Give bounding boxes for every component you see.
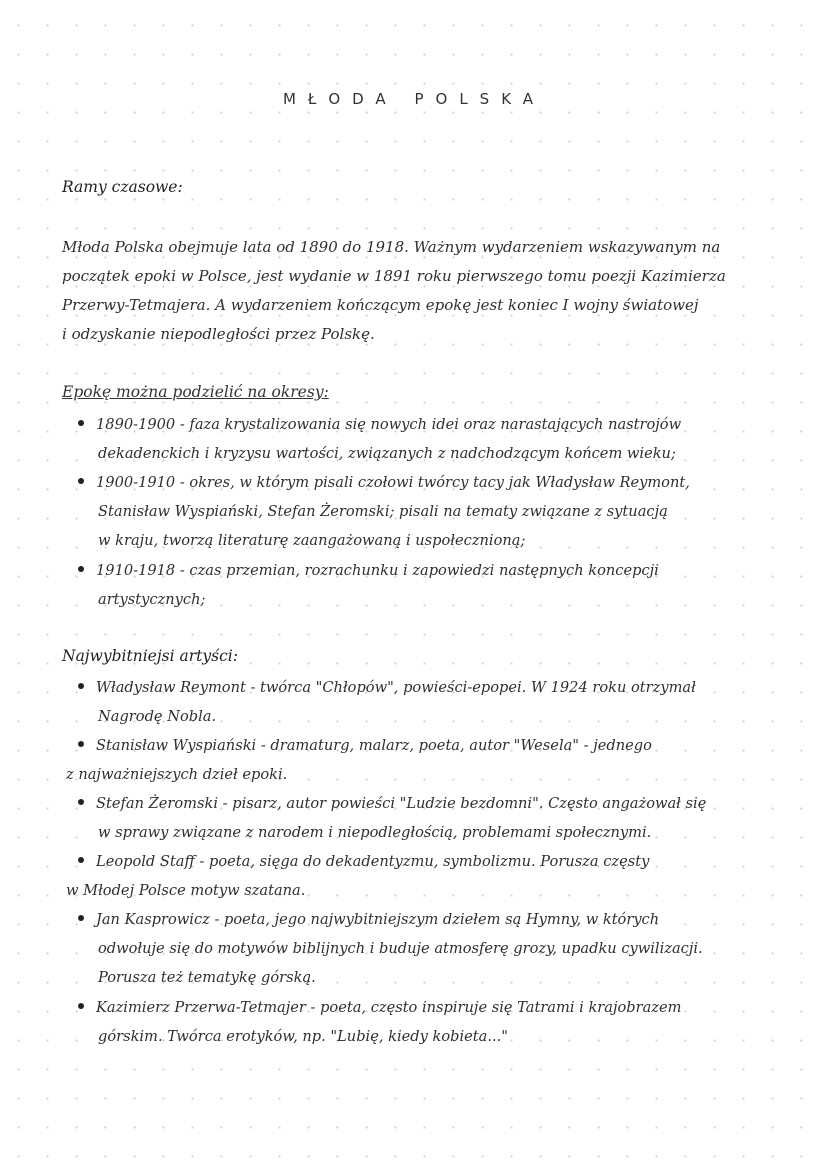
list-item-text: 1900-1910 - okres, w którym pisali czołowi twórcy tacy jak Władysław Reymont, xyxy=(96,474,690,491)
artists-heading: Najwybitniejsi artyści: xyxy=(62,647,238,665)
list-item xyxy=(78,556,659,585)
list-item-continuation: górskim. Twórca erotyków, np. "Lubię, kiedy kobieta..." xyxy=(98,1028,508,1045)
list-item-text: Kazimierz Przerwa-Tetmajer - poeta, często inspiruje się Tatrami i krajobrazem xyxy=(96,999,682,1016)
list-item xyxy=(78,847,649,876)
list-item-text: Władysław Reymont - twórca "Chłopów", powieści-epopei. W 1924 roku otrzymał xyxy=(96,679,696,696)
list-item-continuation: w kraju, tworzą literaturę zaangażowaną i uspołecznioną; xyxy=(98,532,526,549)
bullet-icon xyxy=(78,478,84,484)
periods-heading: Epokę można podzielić na okresy: xyxy=(62,383,329,401)
timeframe-heading: Ramy czasowe: xyxy=(62,178,183,196)
bullet-icon xyxy=(78,741,84,747)
list-item xyxy=(78,468,690,497)
bullet-icon xyxy=(78,420,84,426)
list-item-continuation: w Młodej Polsce motyw szatana. xyxy=(66,882,306,899)
list-item-text: Stefan Żeromski - pisarz, autor powieści "Ludzie bezdomni". Często angażował się xyxy=(96,795,707,812)
list-item xyxy=(78,993,681,1022)
bullet-icon xyxy=(78,799,84,805)
bullet-icon xyxy=(78,566,84,572)
list-item-continuation: Nagrodę Nobla. xyxy=(98,708,217,725)
list-item-text: Stanisław Wyspiański - dramaturg, malarz, poeta, autor "Wesela" - jednego xyxy=(96,737,652,754)
list-item-continuation: z najważniejszych dzieł epoki. xyxy=(66,766,288,783)
bullet-icon xyxy=(78,683,84,689)
list-item-continuation: odwołuje się do motywów biblijnych i buduje atmosferę grozy, upadku cywilizacji. xyxy=(98,940,703,957)
paragraph-line: i odzyskanie niepodległości przez Polskę. xyxy=(62,325,375,343)
list-item xyxy=(78,731,652,760)
list-item xyxy=(78,789,706,818)
list-item-continuation: dekadenckich i kryzysu wartości, związanych z nadchodzącym końcem wieku; xyxy=(98,445,676,462)
timeframe-paragraph xyxy=(62,233,762,349)
paragraph-line: początek epoki w Polsce, jest wydanie w 1891 roku pierwszego tomu poezji Kazimierza xyxy=(62,267,726,285)
bullet-icon xyxy=(78,915,84,921)
bullet-icon xyxy=(78,1003,84,1009)
list-item-continuation: Porusza też tematykę górską. xyxy=(98,969,316,986)
list-item xyxy=(78,905,659,934)
list-item-continuation: w sprawy związane z narodem i niepodległością, problemami społecznymi. xyxy=(98,824,652,841)
list-item xyxy=(78,410,681,439)
list-item-text: 1910-1918 - czas przemian, rozrachunku i zapowiedzi następnych koncepcji xyxy=(96,562,659,579)
paragraph-line: Młoda Polska obejmuje lata od 1890 do 1918. Ważnym wydarzeniem wskazywanym na xyxy=(62,238,721,256)
list-item-text: 1890-1900 - faza krystalizowania się nowych idei oraz narastających nastrojów xyxy=(96,416,682,433)
list-item-continuation: Stanisław Wyspiański, Stefan Żeromski; pisali na tematy związane z sytuacją xyxy=(98,503,668,520)
page-title: MŁODA POLSKA xyxy=(282,90,546,108)
list-item-text: Leopold Staff - poeta, sięga do dekadentyzmu, symbolizmu. Porusza częsty xyxy=(96,853,650,870)
list-item xyxy=(78,673,696,702)
paragraph-line: Przerwy-Tetmajera. A wydarzeniem kończącym epokę jest koniec I wojny światowej xyxy=(62,296,699,314)
bullet-icon xyxy=(78,857,84,863)
list-item-text: Jan Kasprowicz - poeta, jego najwybitniejszym dziełem są Hymny, w których xyxy=(96,911,660,928)
list-item-continuation: artystycznych; xyxy=(98,591,206,608)
